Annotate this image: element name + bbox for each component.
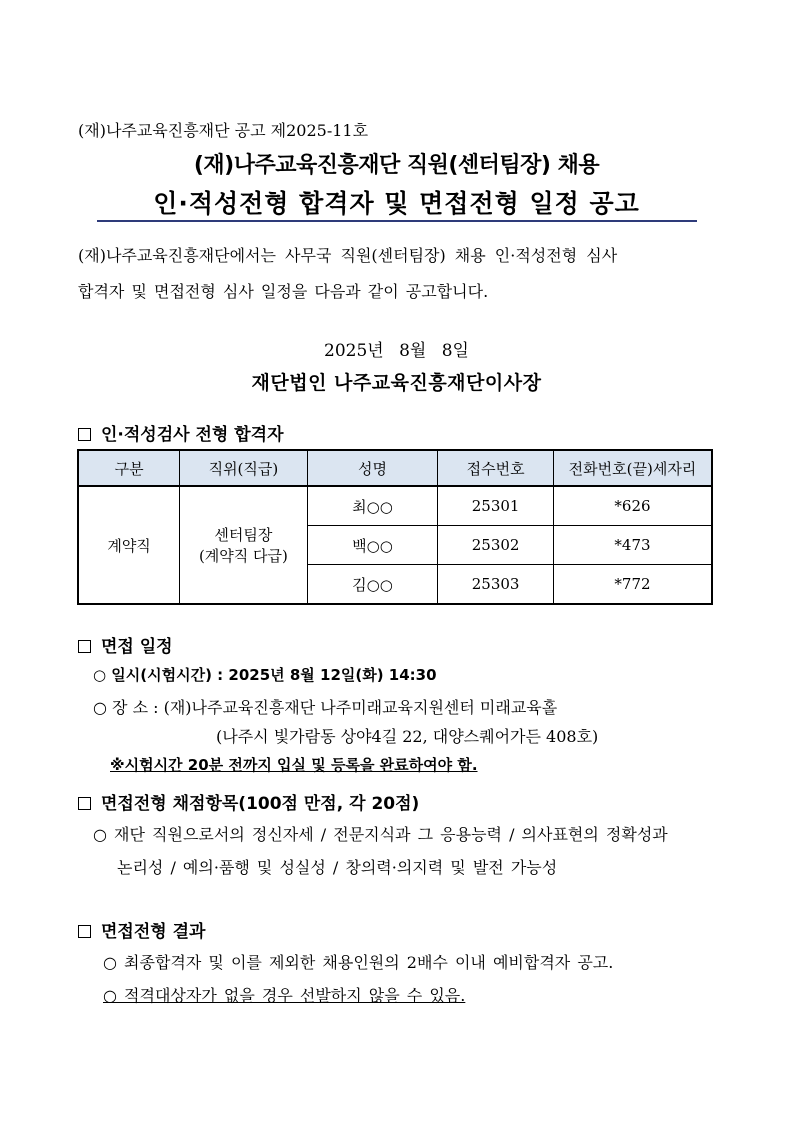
intro-line-1: (재)나주교육진흥재단에서는 사무국 직원(센터팀장) 채용 인·적성전형 심사	[78, 246, 618, 265]
schedule-address: (나주시 빛가람동 상야4길 22, 대양스퀘어가든 408호)	[216, 727, 599, 746]
section-schedule-title: 면접 일정	[101, 637, 173, 657]
section-criteria-title: 면접전형 채점항목(100점 만점, 각 20점)	[101, 794, 420, 814]
table-row	[78, 486, 712, 526]
table-header-row	[78, 450, 712, 486]
checkbox-square-icon	[78, 428, 91, 441]
section-result-title: 면접전형 결과	[101, 922, 206, 942]
category-cell: 계약직	[78, 486, 180, 604]
column-header-receipt: 접수번호	[438, 450, 554, 486]
position-cell	[180, 486, 308, 604]
receipt-cell: 25303	[438, 565, 554, 605]
title-line-2: 인·적성전형 합격자 및 면접전형 일정 공고	[153, 189, 640, 218]
checkbox-square-icon	[78, 925, 91, 938]
column-header-phone: 전화번호(끝)세자리	[553, 450, 712, 486]
criteria-line-1: ○ 재단 직원으로서의 정신자세 / 전문지식과 그 응용능력 / 의사표현의 정확성과	[93, 825, 668, 844]
column-header-name: 성명	[307, 450, 438, 486]
name-cell: 백○○	[307, 526, 438, 565]
notice-date: 2025년 8월 8일	[324, 341, 469, 361]
passers-table	[77, 449, 713, 605]
section-result-heading	[78, 917, 205, 942]
checkbox-square-icon	[78, 640, 91, 653]
receipt-cell: 25302	[438, 526, 554, 565]
receipt-cell: 25301	[438, 486, 554, 526]
schedule-note: ※시험시간 20분 전까지 입실 및 등록을 완료하여야 함.	[110, 756, 478, 774]
name-cell: 김○○	[307, 565, 438, 605]
title-line-1: (재)나주교육진흥재단 직원(센터팀장) 채용	[193, 153, 600, 178]
notice-number: (재)나주교육진흥재단 공고 제2025-11호	[78, 121, 369, 140]
column-header-category: 구분	[78, 450, 180, 486]
phone-cell: *626	[553, 486, 712, 526]
section-passers-title: 인·적성검사 전형 합격자	[101, 425, 284, 445]
schedule-datetime: ○ 일시(시험시간) : 2025년 8월 12일(화) 14:30	[93, 666, 437, 684]
organization-name: 재단법인 나주교육진흥재단이사장	[251, 372, 542, 394]
phone-cell: *473	[553, 526, 712, 565]
result-line-2: ○ 적격대상자가 없을 경우 선발하지 않을 수 있음.	[103, 986, 466, 1005]
section-schedule-heading	[78, 632, 173, 657]
title-underline	[97, 220, 697, 222]
section-passers-heading	[78, 420, 284, 445]
position-line-2: (계약직 다급)	[198, 547, 288, 565]
position-line-1: 센터팀장	[214, 526, 273, 544]
column-header-position: 직위(직급)	[180, 450, 308, 486]
phone-cell: *772	[553, 565, 712, 605]
result-line-1: ○ 최종합격자 및 이를 제외한 채용인원의 2배수 이내 예비합격자 공고.	[103, 953, 614, 972]
section-criteria-heading	[78, 789, 419, 814]
name-cell: 최○○	[307, 486, 438, 526]
criteria-line-2: 논리성 / 예의·품행 및 성실성 / 창의력·의지력 및 발전 가능성	[117, 858, 558, 877]
checkbox-square-icon	[78, 797, 91, 810]
schedule-place: ○ 장 소 : (재)나주교육진흥재단 나주미래교육지원센터 미래교육홀	[93, 698, 558, 717]
intro-line-2: 합격자 및 면접전형 심사 일정을 다음과 같이 공고합니다.	[78, 282, 489, 301]
